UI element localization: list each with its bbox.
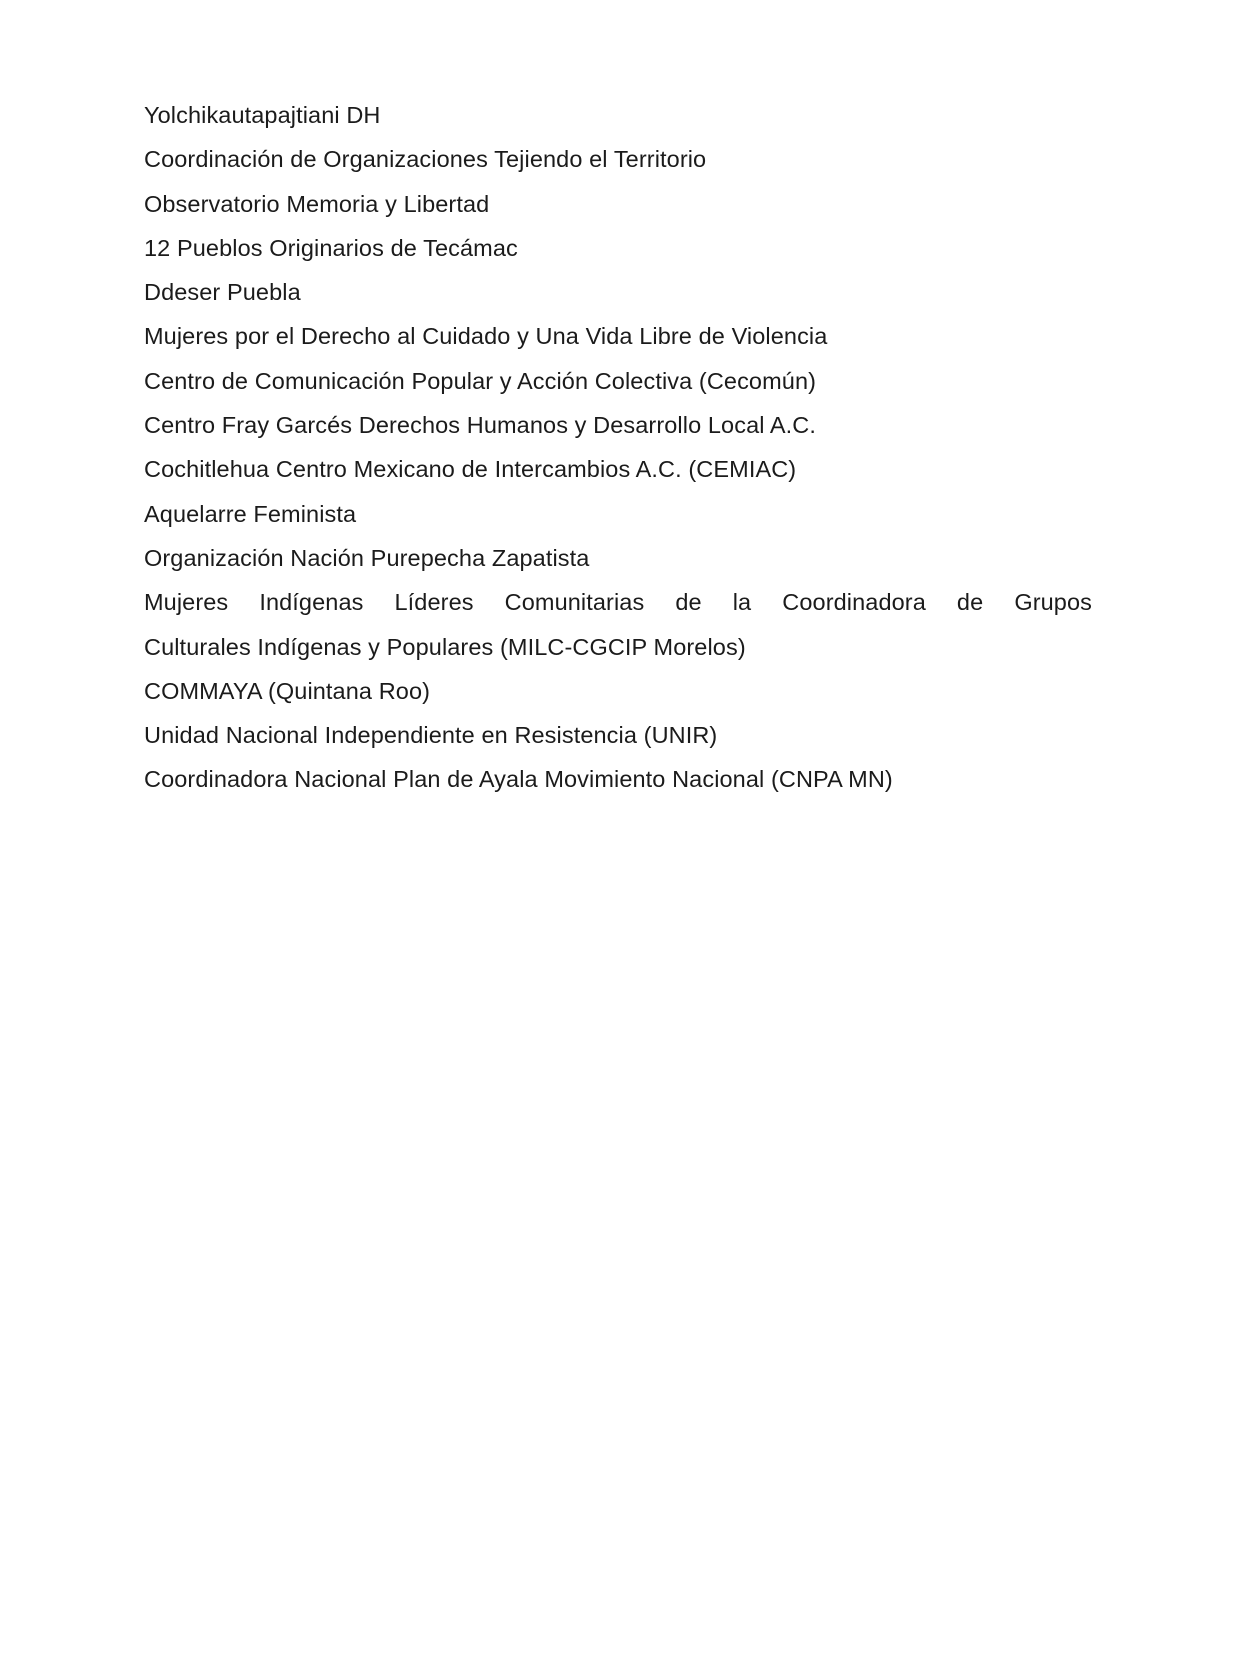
org-name-line: Organización Nación Purepecha Zapatista xyxy=(144,544,590,571)
org-name-line: Coordinadora Nacional Plan de Ayala Movimiento Nacional (CNPA MN) xyxy=(144,766,893,793)
org-list-item xyxy=(144,403,1092,447)
org-name-line: COMMAYA (Quintana Roo) xyxy=(144,677,431,704)
org-name-line: 12 Pueblos Originarios de Tecámac xyxy=(144,234,518,261)
org-list-item xyxy=(144,580,1092,669)
org-name-line: Observatorio Memoria y Libertad xyxy=(144,190,490,217)
org-list-item xyxy=(144,492,1092,536)
org-name-line: Aquelarre Feminista xyxy=(144,500,357,527)
org-list-item xyxy=(144,447,1092,491)
org-list-item xyxy=(144,93,1092,137)
org-name-line: Unidad Nacional Independiente en Resistencia (UNIR) xyxy=(144,722,718,749)
org-list-item xyxy=(144,713,1092,757)
org-list-item xyxy=(144,757,1092,801)
org-list-item xyxy=(144,226,1092,270)
org-name-line: Yolchikautapajtiani DH xyxy=(144,102,381,128)
org-name-line: Centro Fray Garcés Derechos Humanos y Desarrollo Local A.C. xyxy=(144,412,816,439)
org-name-line: Centro de Comunicación Popular y Acción Colectiva (Cecomún) xyxy=(144,367,817,394)
document-body xyxy=(144,93,1092,802)
org-list-item xyxy=(144,359,1092,403)
org-name-line: Mujeres Indígenas Líderes Comunitarias de la Coordinadora de Grupos xyxy=(144,589,1092,616)
org-name-line: Cochitlehua Centro Mexicano de Intercambios A.C. (CEMIAC) xyxy=(144,456,797,483)
org-list-item xyxy=(144,137,1092,181)
org-name-line: Mujeres por el Derecho al Cuidado y Una Vida Libre de Violencia xyxy=(144,323,828,350)
org-name-line: Coordinación de Organizaciones Tejiendo el Territorio xyxy=(144,146,707,173)
org-name-line: Ddeser Puebla xyxy=(144,279,301,306)
org-list-item xyxy=(144,182,1092,226)
org-name-line: Culturales Indígenas y Populares (MILC-CGCIP Morelos) xyxy=(144,633,746,660)
org-list-item xyxy=(144,536,1092,580)
org-list-item xyxy=(144,314,1092,358)
org-list-item xyxy=(144,270,1092,314)
org-list-item xyxy=(144,669,1092,713)
org-list xyxy=(144,93,1092,802)
